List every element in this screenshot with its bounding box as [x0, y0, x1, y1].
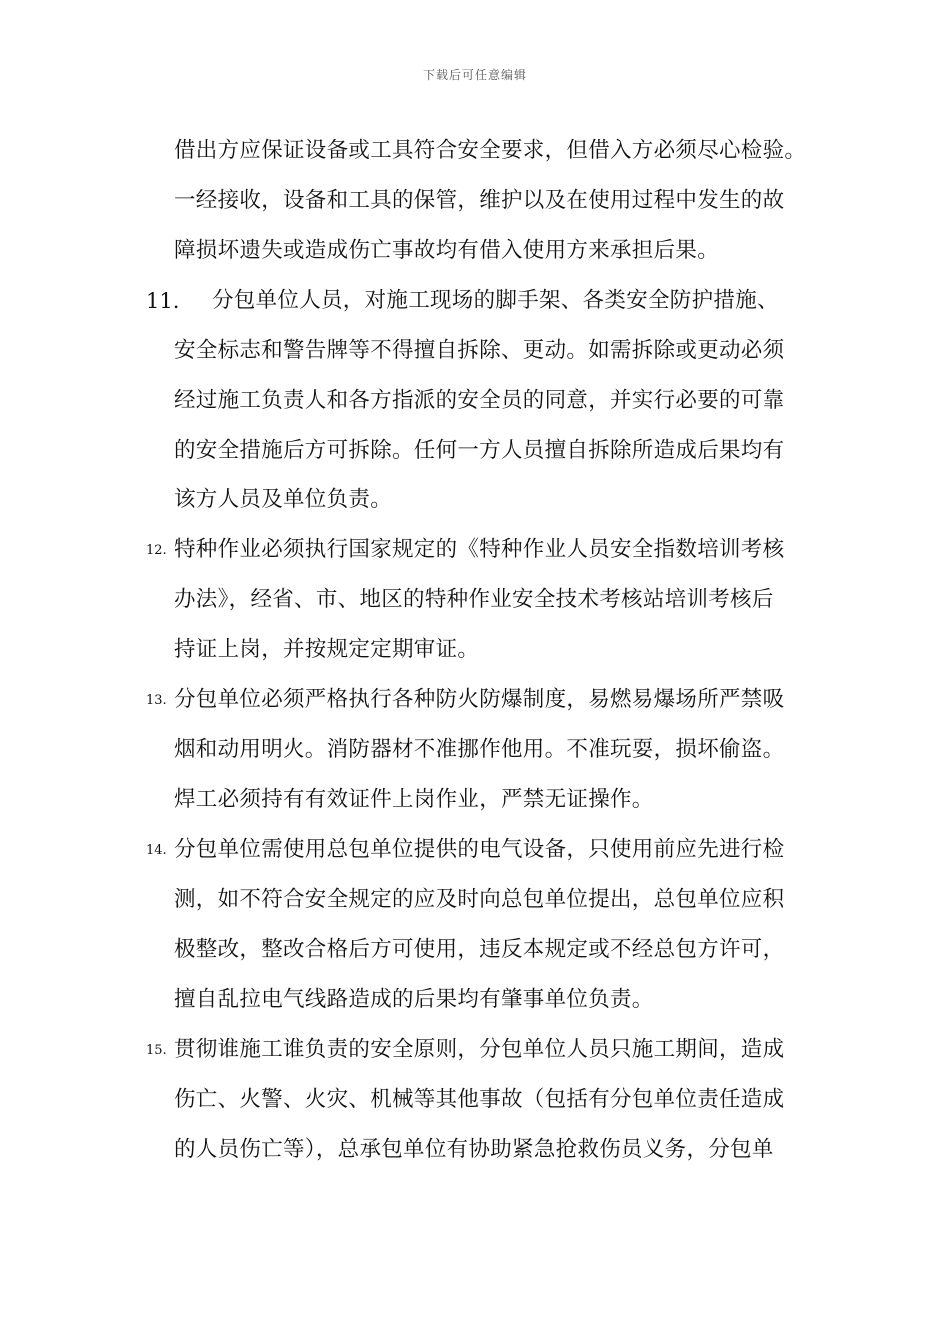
page-header: 下载后可任意编辑 — [422, 68, 527, 82]
list-item-line: 擅自乱拉电气线路造成的后果均有肇事单位负责。 — [174, 987, 654, 1012]
list-item-line: 分包单位必须严格执行各种防火防爆制度，易燃易爆场所严禁吸 — [174, 687, 785, 712]
list-item-line: 贯彻谁施工谁负责的安全原则，分包单位人员只施工期间，造成 — [174, 1037, 785, 1062]
list-item-line: 办法》，经省、市、地区的特种作业安全技术考核站培训考核后 — [174, 587, 774, 612]
list-item-line: 该方人员及单位负责。 — [174, 487, 393, 512]
list-item-line: 经过施工负责人和各方指派的安全员的同意，并实行必要的可靠 — [174, 388, 785, 413]
list-item-line: 的安全措施后方可拆除。任何一方人员擅自拆除所造成后果均有 — [174, 438, 785, 463]
list-item-line: 测，如不符合安全规定的应及时向总包单位提出，总包单位应积 — [174, 887, 785, 912]
paragraph-line: 障损坏遗失或造成伤亡事故均有借入使用方来承担后果。 — [174, 238, 720, 263]
list-item-line: 极整改，整改合格后方可使用，违反本规定或不经总包方许可， — [174, 937, 785, 962]
list-item-line: 分包单位需使用总包单位提供的电气设备，只使用前应先进行检 — [174, 837, 785, 862]
list-item-number: 13. — [146, 693, 167, 708]
list-item-line: 持证上岗，并按规定定期审证。 — [174, 637, 480, 662]
list-item-line: 分包单位人员，对施工现场的脚手架、各类安全防护措施、 — [212, 288, 779, 313]
list-item-number: 14. — [146, 843, 167, 858]
list-item-line: 特种作业必须执行国家规定的《特种作业人员安全指数培训考核 — [174, 537, 785, 562]
list-item-line: 的人员伤亡等），总承包单位有协助紧急抢救伤员义务，分包单 — [174, 1137, 774, 1162]
paragraph-line: 借出方应保证设备或工具符合安全要求，但借入方必须尽心检验。 — [174, 138, 807, 163]
list-item-number: 15. — [146, 1043, 167, 1058]
list-item-number: 11. — [146, 289, 180, 313]
list-item-line: 焊工必须持有有效证件上岗作业，严禁无证操作。 — [174, 787, 654, 812]
list-item-number: 12. — [146, 543, 167, 558]
list-item-line: 安全标志和警告牌等不得擅自拆除、更动。如需拆除或更动必须 — [174, 338, 785, 363]
list-item-line: 烟和动用明火。消防器材不准挪作他用。不准玩耍，损坏偷盗。 — [174, 737, 785, 762]
list-item-line: 伤亡、火警、火灾、机械等其他事故（包括有分包单位责任造成 — [174, 1087, 785, 1112]
paragraph-line: 一经接收，设备和工具的保管，维护以及在使用过程中发生的故 — [174, 188, 785, 213]
